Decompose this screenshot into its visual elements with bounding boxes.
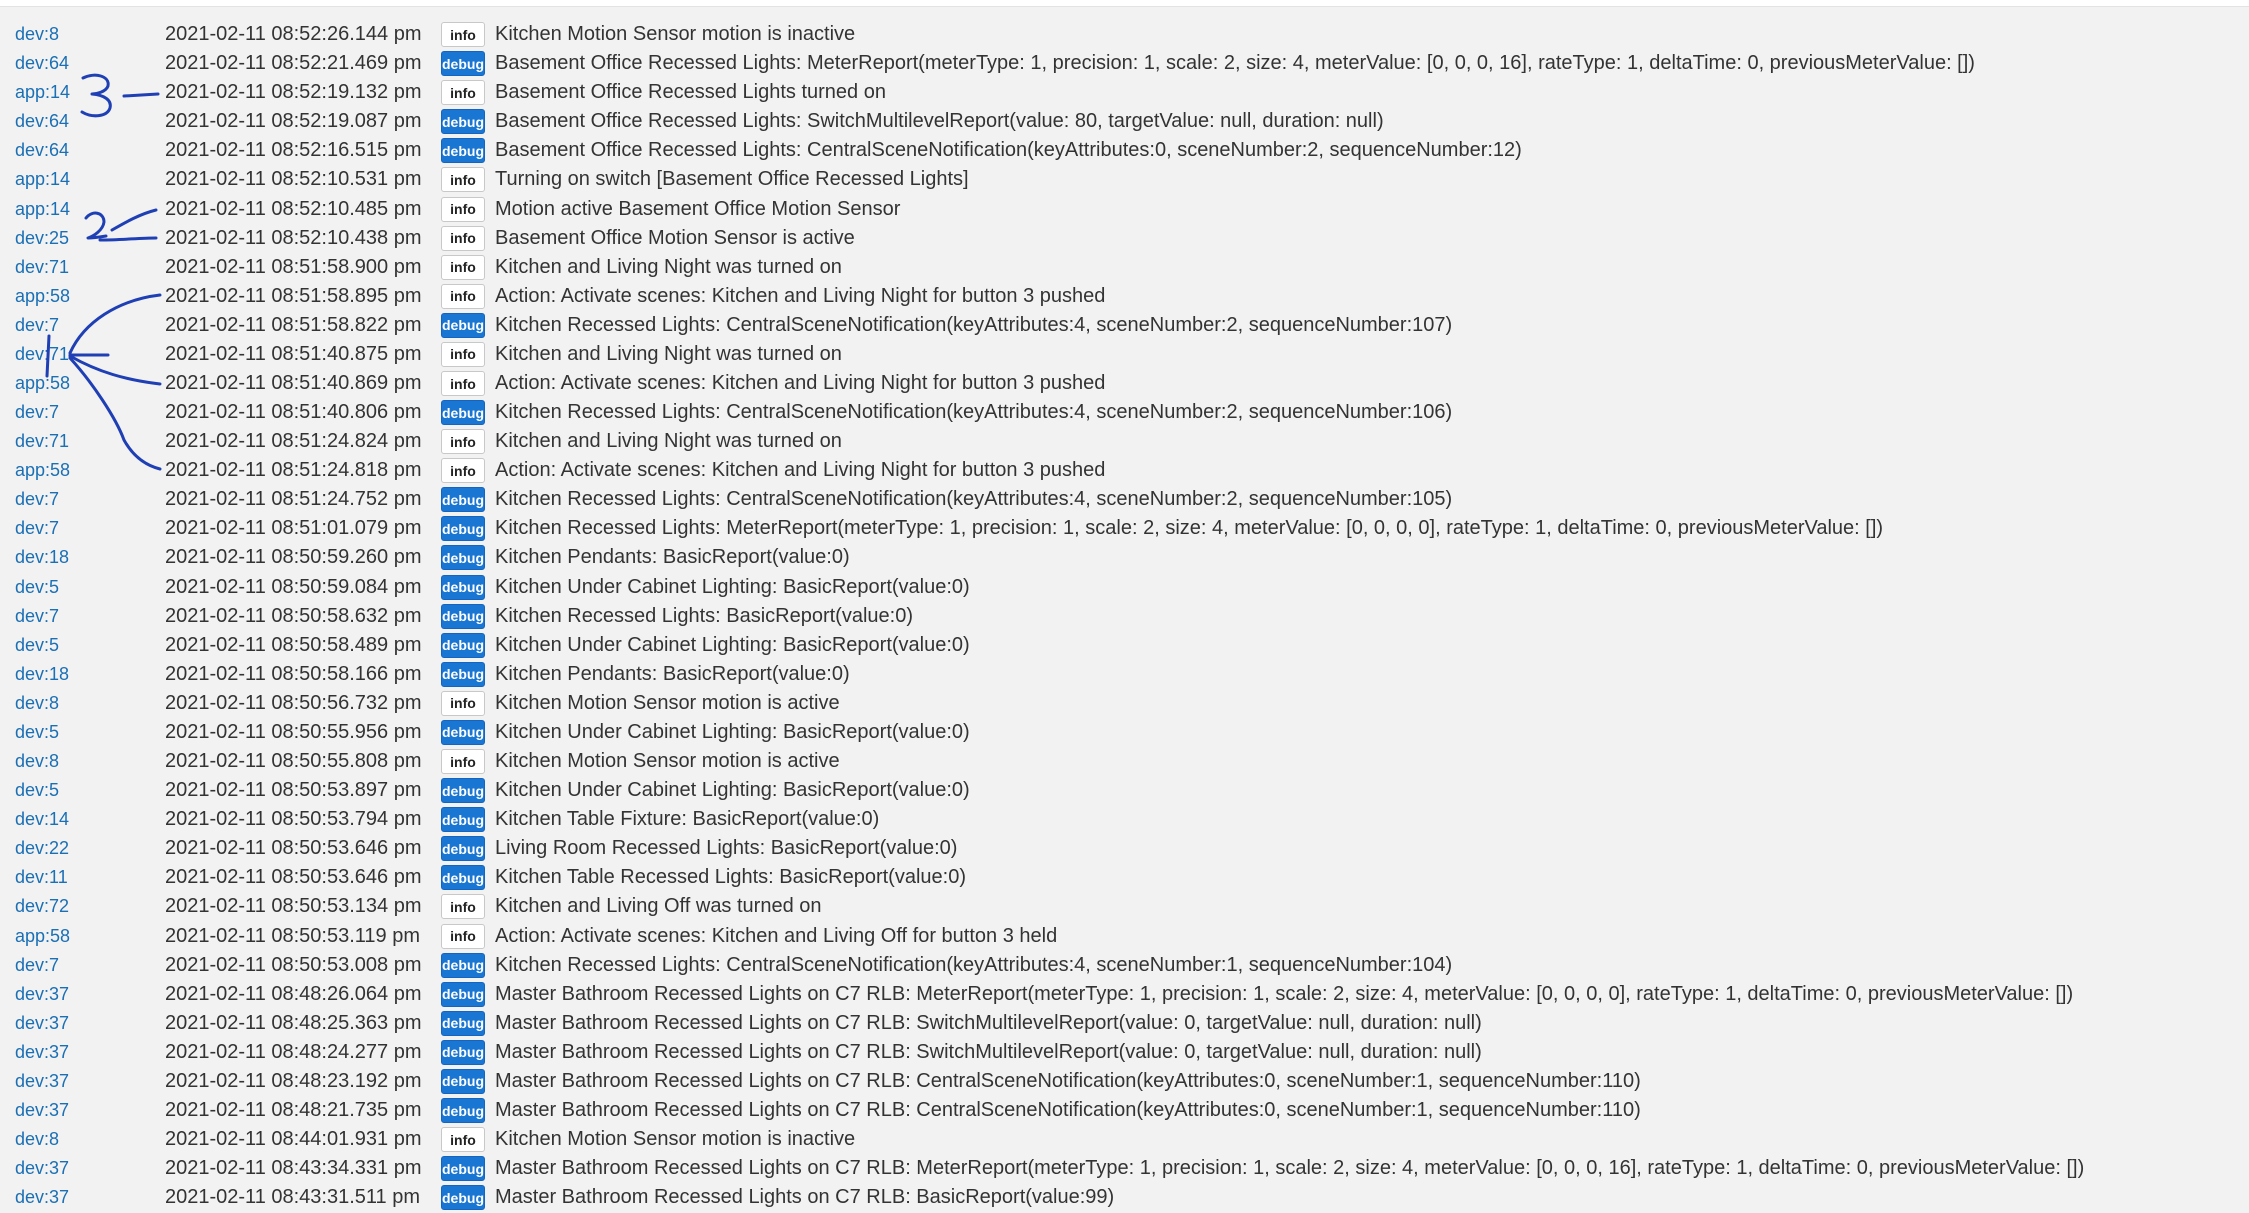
log-row (0, 660, 2249, 689)
log-timestamp: 2021-02-11 08:51:24.752 pm (165, 488, 422, 511)
log-message: Turning on switch [Basement Office Recessed Lights] (495, 168, 969, 191)
log-level-badge[interactable]: debug (441, 1156, 485, 1181)
log-source-link[interactable]: dev:5 (15, 576, 60, 597)
log-message: Kitchen and Living Night was turned on (495, 342, 842, 365)
log-message: Basement Office Recessed Lights: MeterReport(meterType: 1, precision: 1, scale: 2, size: 4, meterValue: [0, 0, 0, 16], rateType: 1, deltaTime: 0, previousMeterValue: []) (495, 52, 1975, 75)
log-row (0, 980, 2249, 1009)
log-timestamp: 2021-02-11 08:43:34.331 pm (165, 1157, 422, 1180)
log-row (0, 195, 2249, 224)
log-level-badge[interactable]: debug (441, 575, 485, 600)
log-row (0, 340, 2249, 369)
log-timestamp: 2021-02-11 08:52:16.515 pm (165, 139, 422, 162)
log-level-badge[interactable]: debug (441, 545, 485, 570)
log-row (0, 1125, 2249, 1154)
log-message: Kitchen Pendants: BasicReport(value:0) (495, 662, 850, 685)
log-timestamp: 2021-02-11 08:48:24.277 pm (165, 1040, 422, 1063)
log-message: Kitchen and Living Night was turned on (495, 255, 842, 278)
log-message: Master Bathroom Recessed Lights on C7 RLB: CentralSceneNotification(keyAttributes:0, sceneNumber:1, sequenceNumber:110) (495, 1099, 1641, 1121)
log-level-badge[interactable]: debug (441, 400, 485, 425)
log-source-link[interactable]: dev:18 (15, 547, 70, 568)
log-timestamp: 2021-02-11 08:50:58.166 pm (165, 662, 422, 685)
log-source-link[interactable]: dev:37 (15, 1070, 70, 1091)
log-message: Kitchen Motion Sensor motion is inactive (495, 1128, 856, 1150)
log-source-link[interactable]: dev:8 (15, 692, 60, 713)
log-level-badge[interactable]: debug (441, 51, 485, 76)
log-row (0, 369, 2249, 398)
log-level-badge[interactable]: debug (441, 807, 485, 832)
log-row (0, 427, 2249, 456)
log-timestamp: 2021-02-11 08:50:59.084 pm (165, 575, 422, 598)
log-timestamp: 2021-02-11 08:50:55.808 pm (165, 750, 422, 772)
log-source-link[interactable]: dev:37 (15, 1158, 70, 1179)
log-level-badge[interactable]: debug (441, 865, 485, 890)
log-level-badge[interactable]: info (441, 284, 485, 309)
log-source-link[interactable]: dev:37 (15, 1012, 70, 1033)
log-level-badge[interactable]: debug (441, 662, 485, 687)
log-timestamp: 2021-02-11 08:51:40.875 pm (165, 342, 422, 365)
log-message: Kitchen Recessed Lights: CentralSceneNotification(keyAttributes:4, sceneNumber:2, sequenceNumber:107) (495, 313, 1453, 336)
log-level-badge[interactable]: info (441, 1127, 485, 1152)
log-message: Kitchen Recessed Lights: BasicReport(value:0) (495, 604, 913, 627)
log-message: Kitchen Recessed Lights: CentralSceneNotification(keyAttributes:4, sceneNumber:2, sequenceNumber:105) (495, 488, 1453, 511)
log-message: Master Bathroom Recessed Lights on C7 RLB: MeterReport(meterType: 1, precision: 1, scale: 2, size: 4, meterValue: [0, 0, 0, 16], rateType: 1, deltaTime: 0, previousMeterValue: []) (495, 1157, 2085, 1180)
log-source-link[interactable]: dev:8 (15, 1129, 60, 1149)
log-level-badge[interactable]: debug (441, 604, 485, 629)
log-message: Kitchen Table Fixture: BasicReport(value:0) (495, 808, 880, 831)
log-timestamp: 2021-02-11 08:50:53.794 pm (165, 808, 422, 831)
log-message: Living Room Recessed Lights: BasicReport(value:0) (495, 837, 958, 860)
log-level-badge[interactable]: debug (441, 982, 485, 1007)
log-row (0, 834, 2249, 863)
log-level-badge[interactable]: info (441, 255, 485, 280)
log-timestamp: 2021-02-11 08:52:19.132 pm (165, 81, 422, 104)
log-timestamp: 2021-02-11 08:48:23.192 pm (165, 1069, 422, 1092)
log-source-link[interactable]: dev:11 (15, 867, 68, 888)
log-message: Kitchen Under Cabinet Lighting: BasicReport(value:0) (495, 779, 970, 802)
log-source-link[interactable]: dev:8 (15, 751, 60, 771)
log-timestamp: 2021-02-11 08:50:53.646 pm (165, 837, 422, 860)
log-level-badge[interactable]: info (441, 342, 485, 367)
log-timestamp: 2021-02-11 08:52:19.087 pm (165, 110, 422, 133)
log-level-badge[interactable]: debug (441, 1040, 485, 1065)
log-row (0, 78, 2249, 107)
log-level-badge[interactable]: info (441, 429, 485, 454)
log-timestamp: 2021-02-11 08:50:58.632 pm (165, 604, 422, 627)
log-timestamp: 2021-02-11 08:43:31.511 pm (165, 1186, 421, 1209)
log-message: Action: Activate scenes: Kitchen and Living Night for button 3 pushed (495, 284, 1106, 307)
log-row (0, 689, 2249, 718)
log-level-badge[interactable]: debug (441, 778, 485, 803)
log-row (0, 747, 2249, 776)
log-source-link[interactable]: dev:71 (15, 431, 70, 452)
log-timestamp: 2021-02-11 08:50:59.260 pm (165, 546, 422, 569)
log-level-badge[interactable]: info (441, 197, 485, 222)
log-row (0, 805, 2249, 834)
log-source-link[interactable]: dev:72 (15, 896, 70, 917)
log-timestamp: 2021-02-11 08:50:53.897 pm (165, 779, 422, 802)
log-message: Kitchen Table Recessed Lights: BasicReport(value:0) (495, 866, 966, 889)
log-source-link[interactable]: dev:37 (15, 1100, 70, 1120)
log-message: Master Bathroom Recessed Lights on C7 RLB: BasicReport(value:99) (495, 1186, 1115, 1209)
log-row (0, 107, 2249, 136)
log-message: Motion active Basement Office Motion Sensor (495, 197, 901, 220)
log-source-link[interactable]: dev:71 (15, 343, 70, 364)
log-row (0, 863, 2249, 892)
log-message: Basement Office Recessed Lights turned on (495, 81, 886, 104)
log-message: Kitchen Under Cabinet Lighting: BasicReport(value:0) (495, 633, 970, 656)
log-message: Kitchen Recessed Lights: CentralSceneNotification(keyAttributes:4, sceneNumber:2, sequenceNumber:106) (495, 401, 1453, 423)
log-row (0, 514, 2249, 543)
log-timestamp: 2021-02-11 08:52:21.469 pm (165, 52, 422, 75)
log-level-badge[interactable]: debug (441, 138, 485, 163)
log-timestamp: 2021-02-11 08:51:58.900 pm (165, 255, 422, 278)
log-level-badge[interactable]: info (441, 167, 485, 192)
log-timestamp: 2021-02-11 08:50:56.732 pm (165, 691, 422, 714)
log-row (0, 1183, 2249, 1212)
log-message: Action: Activate scenes: Kitchen and Living Night for button 3 pushed (495, 459, 1106, 482)
log-row (0, 602, 2249, 631)
log-timestamp: 2021-02-11 08:52:10.531 pm (165, 168, 422, 191)
log-source-link[interactable]: dev:64 (15, 111, 70, 132)
log-row (0, 224, 2249, 253)
log-row (0, 1096, 2249, 1125)
log-message: Action: Activate scenes: Kitchen and Living Off for button 3 held (495, 924, 1058, 947)
log-row (0, 922, 2249, 951)
log-timestamp: 2021-02-11 08:50:58.489 pm (165, 633, 422, 656)
log-level-badge[interactable]: info (441, 458, 485, 483)
log-timestamp: 2021-02-11 08:51:01.079 pm (165, 517, 422, 540)
log-source-link[interactable]: dev:22 (15, 838, 70, 859)
log-row (0, 1038, 2249, 1067)
log-level-badge[interactable]: debug (441, 1011, 485, 1036)
log-timestamp: 2021-02-11 08:51:24.824 pm (165, 430, 422, 453)
log-message: Basement Office Motion Sensor is active (495, 226, 855, 249)
log-source-link[interactable]: dev:71 (15, 256, 70, 277)
log-level-badge[interactable]: debug (441, 633, 485, 658)
log-row (0, 543, 2249, 572)
log-timestamp: 2021-02-11 08:50:53.008 pm (165, 953, 422, 976)
log-source-link[interactable]: app:14 (15, 82, 71, 103)
log-row (0, 136, 2249, 165)
log-source-link[interactable]: dev:64 (15, 53, 70, 74)
log-timestamp: 2021-02-11 08:52:10.485 pm (165, 197, 422, 220)
log-level-badge[interactable]: info (441, 691, 485, 716)
log-list (0, 6, 2249, 1213)
log-timestamp: 2021-02-11 08:52:10.438 pm (165, 226, 422, 249)
log-row (0, 49, 2249, 78)
log-level-badge[interactable]: debug (441, 1098, 485, 1123)
log-level-badge[interactable]: info (441, 226, 485, 251)
log-timestamp: 2021-02-11 08:48:21.735 pm (165, 1099, 422, 1121)
log-timestamp: 2021-02-11 08:51:58.895 pm (165, 284, 422, 307)
log-message: Kitchen Motion Sensor motion is active (495, 750, 840, 772)
log-timestamp: 2021-02-11 08:51:40.806 pm (165, 401, 422, 423)
log-timestamp: 2021-02-11 08:51:24.818 pm (165, 459, 422, 482)
log-source-link[interactable]: app:58 (15, 285, 71, 306)
log-message: Kitchen Pendants: BasicReport(value:0) (495, 546, 850, 569)
log-row (0, 573, 2249, 602)
log-row (0, 165, 2249, 194)
log-level-badge[interactable]: debug (441, 313, 485, 338)
log-row (0, 20, 2249, 49)
log-source-link[interactable]: dev:7 (15, 605, 60, 626)
log-level-badge[interactable]: debug (441, 487, 485, 512)
log-source-link[interactable]: dev:37 (15, 1187, 70, 1208)
log-message: Kitchen Motion Sensor motion is active (495, 691, 840, 714)
log-source-link[interactable]: dev:14 (15, 809, 70, 830)
log-timestamp: 2021-02-11 08:48:26.064 pm (165, 982, 422, 1005)
log-timestamp: 2021-02-11 08:50:53.119 pm (165, 924, 421, 947)
log-source-link[interactable]: dev:64 (15, 140, 70, 161)
log-source-link[interactable]: app:14 (15, 198, 71, 219)
log-timestamp: 2021-02-11 08:52:26.144 pm (165, 23, 422, 45)
log-source-link[interactable]: dev:5 (15, 780, 60, 801)
log-level-badge[interactable]: debug (441, 720, 485, 745)
log-level-badge[interactable]: debug (441, 109, 485, 134)
log-row (0, 282, 2249, 311)
log-row (0, 951, 2249, 980)
log-message: Master Bathroom Recessed Lights on C7 RLB: SwitchMultilevelReport(value: 0, targetValue: null, duration: null) (495, 1040, 1482, 1063)
log-level-badge[interactable]: info (441, 924, 485, 949)
log-row (0, 1154, 2249, 1183)
log-level-badge[interactable]: info (441, 749, 485, 774)
log-source-link[interactable]: dev:5 (15, 721, 60, 742)
log-level-badge[interactable]: debug (441, 1069, 485, 1094)
log-row (0, 398, 2249, 427)
log-source-link[interactable]: dev:7 (15, 954, 60, 975)
log-row (0, 892, 2249, 921)
log-message: Kitchen Under Cabinet Lighting: BasicReport(value:0) (495, 575, 970, 598)
log-level-badge[interactable]: info (441, 371, 485, 396)
log-message: Basement Office Recessed Lights: CentralSceneNotification(keyAttributes:0, sceneNumber:2, sequenceNumber:12) (495, 139, 1522, 162)
log-row (0, 311, 2249, 340)
log-source-link[interactable]: dev:8 (15, 24, 60, 44)
log-source-link[interactable]: dev:7 (15, 489, 60, 510)
log-level-badge[interactable]: debug (441, 1185, 485, 1210)
log-level-badge[interactable]: debug (441, 516, 485, 541)
log-timestamp: 2021-02-11 08:50:53.134 pm (165, 895, 422, 918)
log-timestamp: 2021-02-11 08:50:55.956 pm (165, 720, 422, 743)
log-message: Kitchen Recessed Lights: MeterReport(meterType: 1, precision: 1, scale: 2, size: 4, meterValue: [0, 0, 0, 0], rateType: 1, deltaTime: 0, previousMeterValue: []) (495, 517, 1884, 540)
log-row (0, 456, 2249, 485)
log-row (0, 485, 2249, 514)
log-row (0, 253, 2249, 282)
log-message: Action: Activate scenes: Kitchen and Living Night for button 3 pushed (495, 372, 1106, 394)
log-message: Master Bathroom Recessed Lights on C7 RLB: MeterReport(meterType: 1, precision: 1, scale: 2, size: 4, meterValue: [0, 0, 0, 0], rateType: 1, deltaTime: 0, previousMeterValue: []) (495, 982, 2074, 1005)
log-level-badge[interactable]: debug (441, 836, 485, 861)
log-timestamp: 2021-02-11 08:48:25.363 pm (165, 1011, 422, 1034)
log-message: Kitchen Recessed Lights: CentralSceneNotification(keyAttributes:4, sceneNumber:1, sequenceNumber:104) (495, 953, 1453, 976)
log-source-link[interactable]: dev:37 (15, 983, 70, 1004)
log-source-link[interactable]: dev:7 (15, 518, 60, 539)
log-source-link[interactable]: app:14 (15, 169, 71, 190)
log-source-link[interactable]: dev:18 (15, 663, 70, 684)
log-source-link[interactable]: dev:7 (15, 402, 60, 422)
log-source-link[interactable]: dev:5 (15, 634, 60, 655)
log-timestamp: 2021-02-11 08:50:53.646 pm (165, 866, 422, 889)
log-level-badge[interactable]: debug (441, 953, 485, 978)
log-source-link[interactable]: dev:37 (15, 1041, 70, 1062)
log-source-link[interactable]: dev:7 (15, 314, 60, 335)
log-row (0, 631, 2249, 660)
log-source-link[interactable]: app:58 (15, 925, 71, 946)
log-message: Kitchen Under Cabinet Lighting: BasicReport(value:0) (495, 720, 970, 743)
log-message: Master Bathroom Recessed Lights on C7 RLB: SwitchMultilevelReport(value: 0, targetValue: null, duration: null) (495, 1011, 1482, 1034)
log-message: Kitchen and Living Night was turned on (495, 430, 842, 453)
log-level-badge[interactable]: info (441, 80, 485, 105)
log-source-link[interactable]: app:58 (15, 373, 71, 393)
log-level-badge[interactable]: info (441, 22, 485, 47)
log-source-link[interactable]: dev:25 (15, 227, 70, 248)
log-row (0, 1067, 2249, 1096)
log-timestamp: 2021-02-11 08:44:01.931 pm (165, 1128, 422, 1150)
log-level-badge[interactable]: info (441, 894, 485, 919)
log-message: Kitchen and Living Off was turned on (495, 895, 822, 918)
log-message: Master Bathroom Recessed Lights on C7 RLB: CentralSceneNotification(keyAttributes:0, sceneNumber:1, sequenceNumber:110) (495, 1069, 1641, 1092)
log-source-link[interactable]: app:58 (15, 460, 71, 481)
log-message: Kitchen Motion Sensor motion is inactive (495, 23, 856, 45)
log-timestamp: 2021-02-11 08:51:40.869 pm (165, 372, 422, 394)
log-row (0, 718, 2249, 747)
log-message: Basement Office Recessed Lights: SwitchMultilevelReport(value: 80, targetValue: null, duration: null) (495, 110, 1384, 133)
log-row (0, 1009, 2249, 1038)
log-row (0, 776, 2249, 805)
log-timestamp: 2021-02-11 08:51:58.822 pm (165, 313, 422, 336)
